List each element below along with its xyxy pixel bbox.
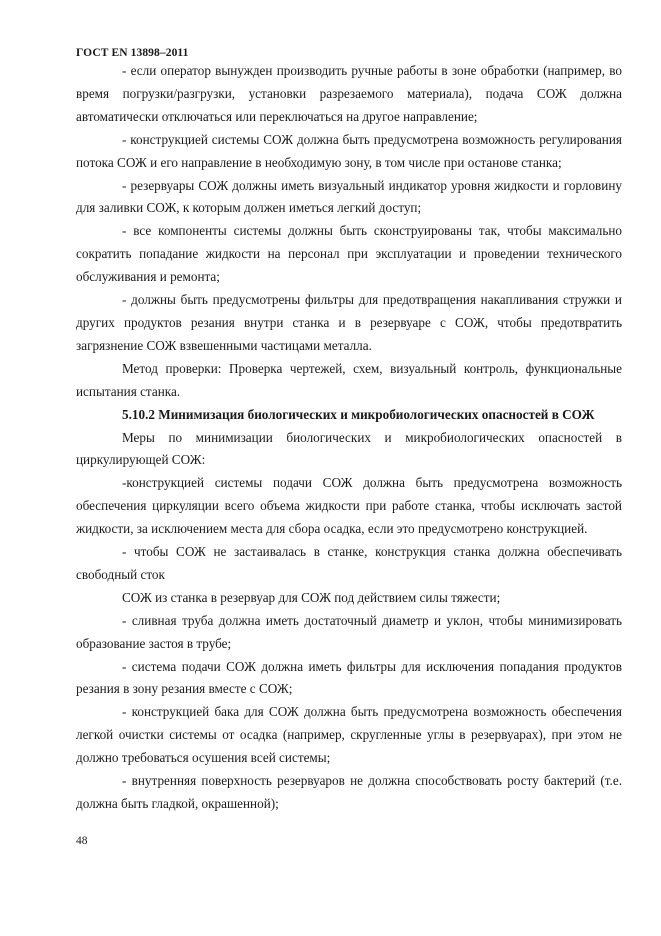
document-header: ГОСТ EN 13898–2011 xyxy=(76,47,189,59)
paragraph-verification-method: Метод проверки: Проверка чертежей, схем, визуальный контроль, функциональные испытания станка. xyxy=(76,360,622,399)
paragraph-gravity-drain: СОЖ из станка в резервуар для СОЖ под действием силы тяжести; xyxy=(122,589,501,605)
paragraph-measures-intro: Меры по минимизации биологических и микробиологических опасностей в циркулирующей СОЖ: xyxy=(76,429,622,468)
paragraph-flow-regulation: - конструкцией системы СОЖ должна быть предусмотрена возможность регулирования потока СОЖ и его направление в необходимую зону, в том числе при останове станка; xyxy=(76,131,622,170)
paragraph-circulation: -конструкцией системы подачи СОЖ должна быть предусмотрена возможность обеспечения циркуляции всего объема жидкости при работе станка, чтобы исключать застой жидкости, за исключением места для сбора осадка, если это предусмотрено конструкцией. xyxy=(76,475,622,537)
paragraph-tank-cleaning: - конструкцией бака для СОЖ должна быть предусмотрена возможность обеспечения легкой очистки системы от осадка (например, скругленные углы в резервуарах), при этом не должно требоваться осушения всей системы; xyxy=(76,704,622,766)
paragraph-components-design: - все компоненты системы должны быть сконструированы так, чтобы максимально сократить попадание жидкости на персонал при эксплуатации и проведении технического обслуживания и ремонта; xyxy=(76,223,622,285)
paragraph-operator-manual-work: - если оператор вынужден производить ручные работы в зоне обработки (например, во время погрузки/разгрузки, установки разрезаемого материала), подача СОЖ должна автоматически отключаться или переключаться на другое направление; xyxy=(76,63,622,124)
paragraph-drain-pipe: - сливная труба должна иметь достаточный диаметр и уклон, чтобы минимизировать образование застоя в трубе; xyxy=(76,612,622,651)
paragraph-no-stagnation: - чтобы СОЖ не застаивалась в станке, конструкция станка должна обеспечивать свободный сток xyxy=(76,544,622,582)
page-number: 48 xyxy=(76,835,88,847)
section-heading-5-10-2: 5.10.2 Минимизация биологических и микробиологических опасностей в СОЖ xyxy=(122,406,595,422)
paragraph-inner-surface: - внутренняя поверхность резервуаров не должна способствовать росту бактерий (т.е. должна быть гладкой, окрашенной); xyxy=(76,773,622,811)
paragraph-reservoir-indicator: - резервуары СОЖ должны иметь визуальный индикатор уровня жидкости и горловину для заливки СОЖ, к которым должен иметься легкий доступ; xyxy=(76,177,622,216)
paragraph-supply-filters: - система подачи СОЖ должна иметь фильтры для исключения попадания продуктов резания в зону резания вместе с СОЖ; xyxy=(76,658,622,697)
paragraph-filters: - должны быть предусмотрены фильтры для предотвращения накапливания стружки и других продуктов резания внутри станка и в резервуаре с СОЖ, чтобы предотвратить загрязнение СОЖ взвешенными частицами металла. xyxy=(76,292,622,353)
document-body xyxy=(76,60,622,816)
